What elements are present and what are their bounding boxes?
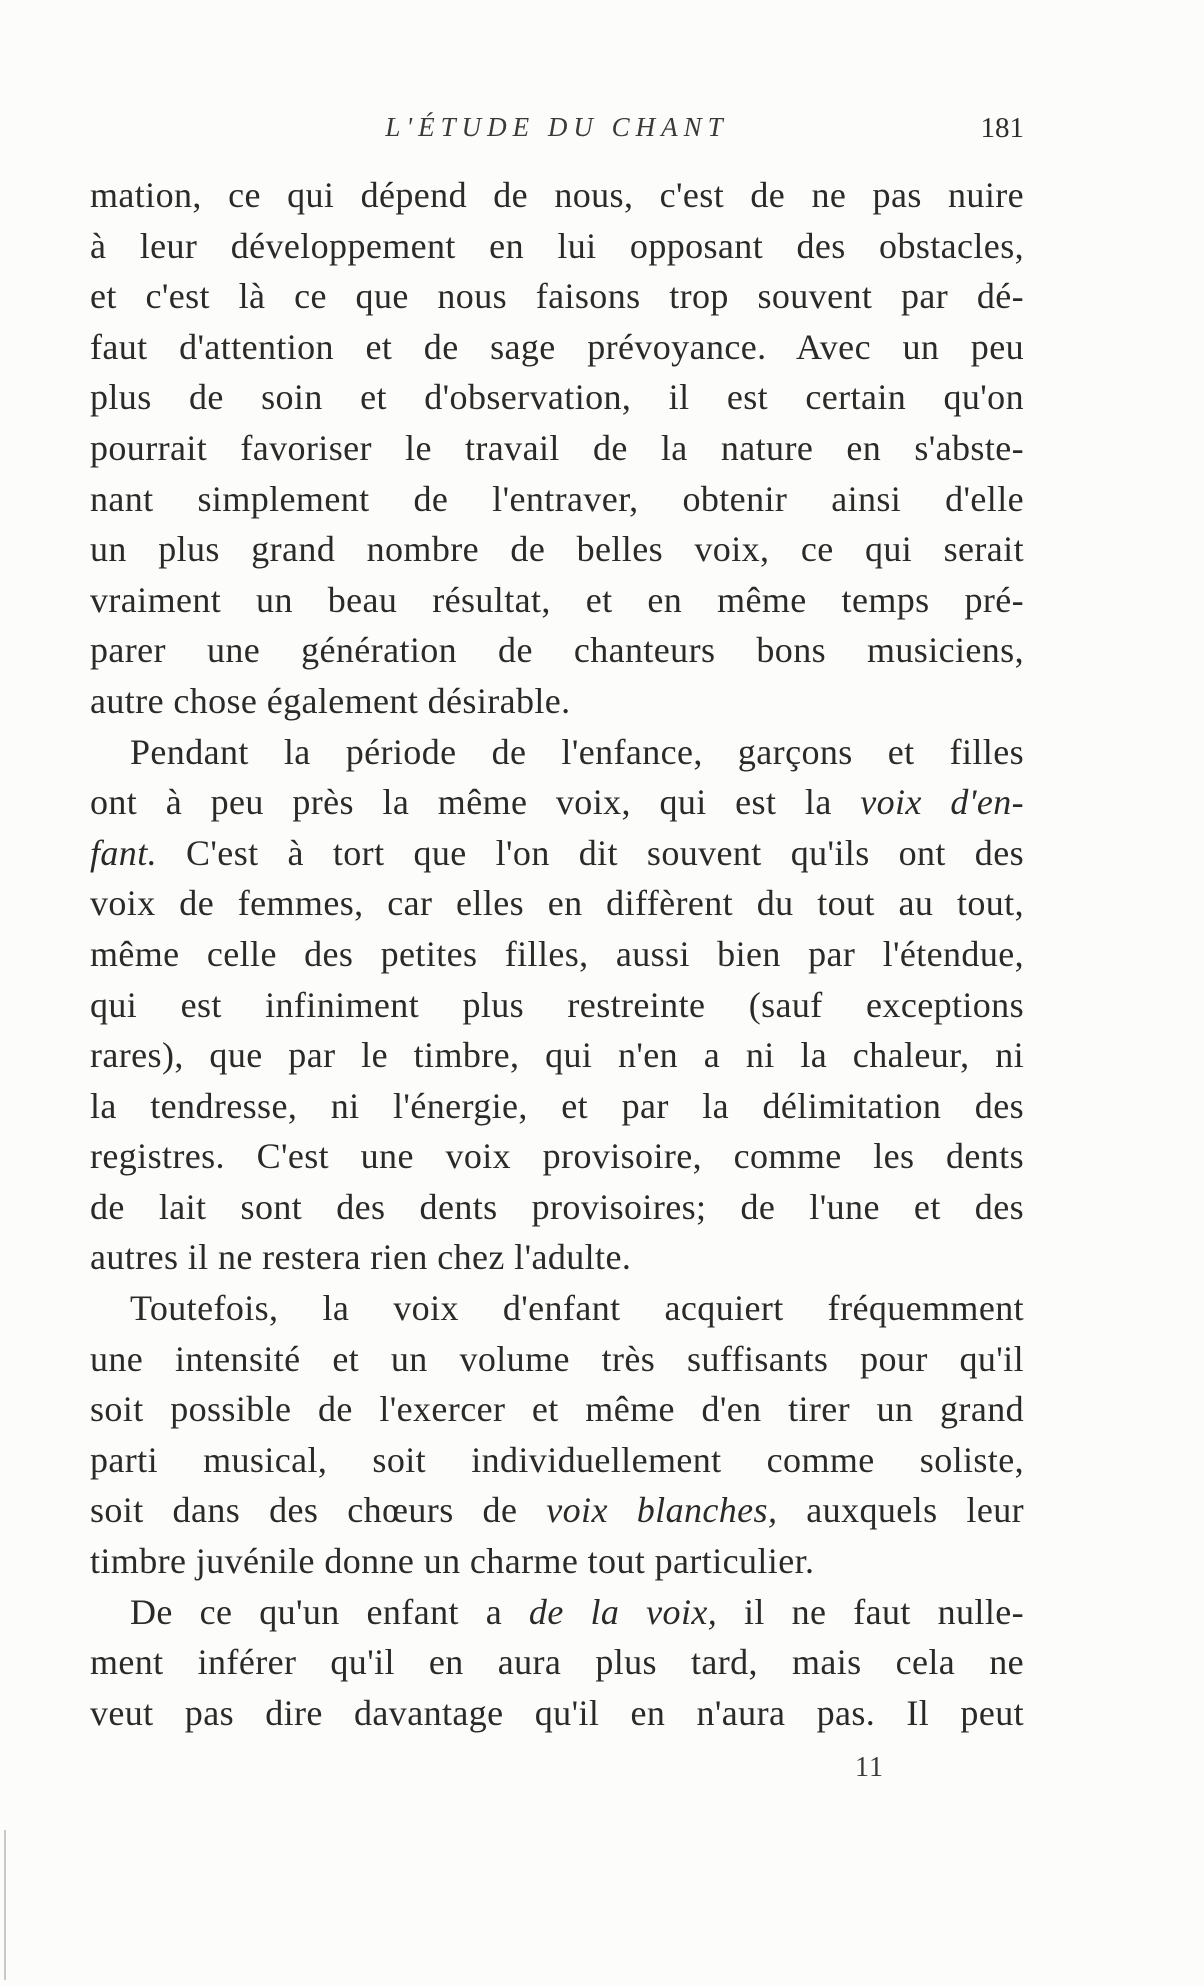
text-line: la tendresse, ni l'énergie, et par la délimitation des [90, 1085, 1024, 1126]
text-line: à leur développement en lui opposant des obstacles, [90, 225, 1024, 266]
text-line: nant simplement de l'entraver, obtenir ainsi d'elle [90, 478, 1024, 519]
text-line: De ce qu'un enfant a de la voix, il ne faut nulle- [130, 1591, 1025, 1632]
text-line: ment inférer qu'il en aura plus tard, mais cela ne [90, 1642, 1024, 1683]
body-text [90, 170, 1024, 1738]
text-line: parti musical, soit individuellement comme soliste, [90, 1439, 1024, 1480]
text-line: plus de soin et d'observation, il est certain qu'on [90, 377, 1024, 418]
text-line: Toutefois, la voix d'enfant acquiert fréquemment [130, 1288, 1024, 1329]
text-line: autres il ne restera rien chez l'adulte. [90, 1237, 632, 1278]
text-line: faut d'attention et de sage prévoyance. Avec un peu [90, 326, 1024, 367]
text-line: timbre juvénile donne un charme tout particulier. [90, 1541, 815, 1582]
text-line: de lait sont des dents provisoires; de l'une et des [90, 1186, 1024, 1227]
signature-mark: 11 [855, 1752, 884, 1783]
italic-term: fant. [90, 832, 158, 873]
page-number: 181 [980, 112, 1024, 144]
text-line: fant. C'est à tort que l'on dit souvent qu'ils ont des [90, 832, 1024, 873]
text-line: pourrait favoriser le travail de la nature en s'abste- [90, 427, 1024, 468]
running-title: L'ÉTUDE DU CHANT [385, 112, 729, 142]
text-line: rares), que par le timbre, qui n'en a ni la chaleur, ni [90, 1035, 1024, 1076]
text-line: mation, ce qui dépend de nous, c'est de ne pas nuire [90, 175, 1024, 215]
text-line: parer une génération de chanteurs bons musiciens, [90, 630, 1024, 671]
page-edge-shadow [4, 1830, 6, 1980]
text-line: une intensité et un volume très suffisants pour qu'il [90, 1338, 1024, 1379]
text-line: Pendant la période de l'enfance, garçons et filles [130, 731, 1024, 772]
text-line: soit possible de l'exercer et même d'en tirer un grand [90, 1389, 1024, 1430]
text-line: veut pas dire davantage qu'il en n'aura pas. Il peut [90, 1692, 1024, 1733]
text-line: voix de femmes, car elles en diffèrent du tout au tout, [90, 883, 1024, 924]
text-line: vraiment un beau résultat, et en même temps pré- [90, 579, 1024, 620]
text-line: qui est infiniment plus restreinte (sauf exceptions [90, 984, 1024, 1025]
text-line: registres. C'est une voix provisoire, comme les dents [90, 1136, 1024, 1177]
italic-term: de la voix, [528, 1591, 718, 1632]
text-line: et c'est là ce que nous faisons trop souvent par dé- [90, 276, 1024, 317]
italic-term: voix blanches, [546, 1490, 778, 1531]
text-line: même celle des petites filles, aussi bien par l'étendue, [90, 933, 1024, 974]
running-head [90, 112, 1024, 152]
text-line: autre chose également désirable. [90, 680, 571, 721]
text-line: soit dans des chœurs de voix blanches, auxquels leur [90, 1490, 1024, 1531]
italic-term: voix d'en- [860, 782, 1024, 823]
text-line: un plus grand nombre de belles voix, ce qui serait [90, 529, 1024, 570]
text-line: ont à peu près la même voix, qui est la voix d'en- [90, 782, 1024, 823]
